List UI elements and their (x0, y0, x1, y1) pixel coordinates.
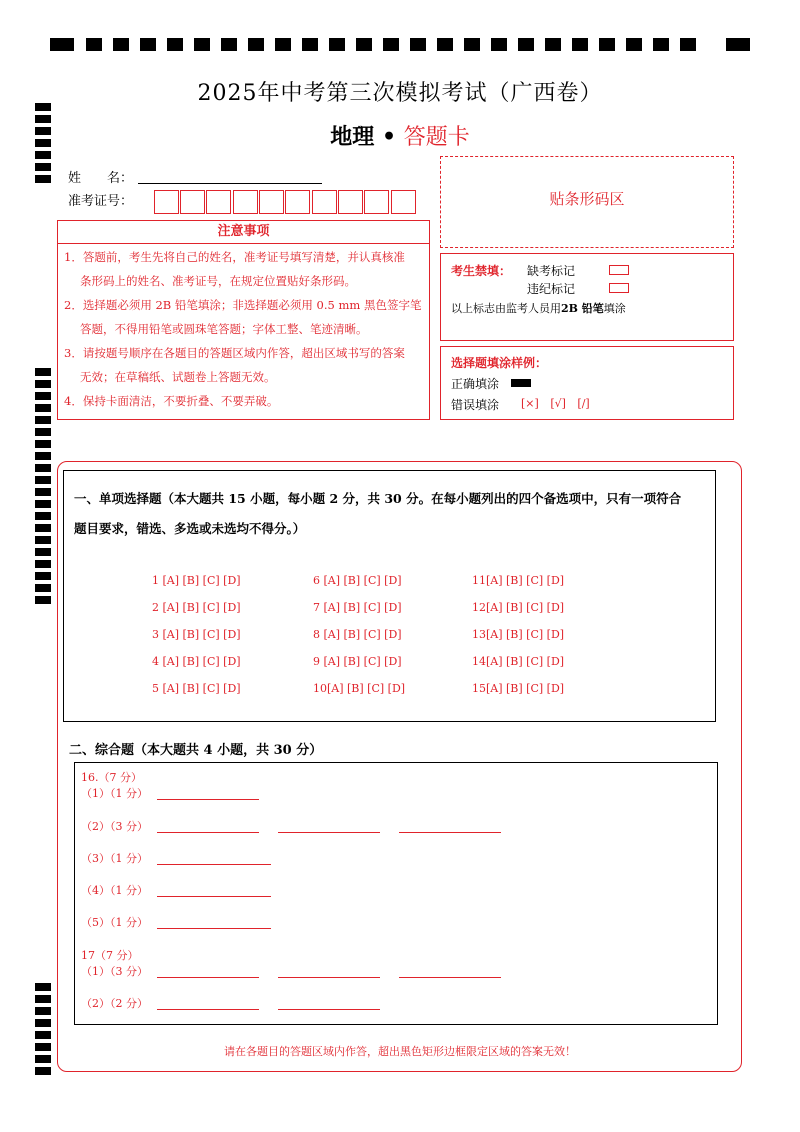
name-label: 姓 名： (68, 171, 134, 186)
section1-box (63, 470, 716, 722)
section1-title-2: 题目要求，错选、多选或未选均不得分。） (74, 521, 306, 536)
mc-q9[interactable]: 9 [A] [B] [C] [D] (313, 655, 402, 668)
subject-label: 地理 (330, 124, 375, 150)
mc-q13[interactable]: 13[A] [B] [C] [D] (472, 628, 565, 641)
forbidden-box (440, 253, 734, 341)
q17-1-answer-b[interactable] (278, 967, 380, 978)
notice-item-4: 4．保持卡面清洁，不要折叠、不要弄破。 (64, 394, 279, 408)
q17-2-answer-b[interactable] (278, 999, 380, 1010)
mc-q5[interactable]: 5 [A] [B] [C] [D] (152, 682, 241, 695)
notice-item-1b: 条形码上的姓名、准考证号，在规定位置贴好条形码。 (80, 274, 356, 288)
sample-label: 选择题填涂样例： (451, 356, 548, 370)
mc-q14[interactable]: 14[A] [B] [C] [D] (472, 655, 565, 668)
exam-title: 2025年中考第三次模拟考试（广西卷） (197, 81, 603, 106)
barcode-label: 贴条形码区 (549, 190, 625, 208)
answer-card-label: 答题卡 (403, 125, 470, 150)
wrong-fill-label: 错误填涂 (451, 398, 500, 412)
q16-2-label: （2）（3 分） (81, 820, 148, 833)
notice-item-2: 2．选择题必须用 2B 铅笔填涂；非选择题必须用 0.5 mm 黑色签字笔 (64, 298, 422, 312)
wrong-mark-slash: [/] (577, 397, 590, 410)
notice-item-1: 1．答题前，考生先将自己的姓名，准考证号填写清楚，并认真核准 (64, 250, 405, 264)
mc-q8[interactable]: 8 [A] [B] [C] [D] (313, 628, 402, 641)
notice-item-3b: 无效；在草稿纸、试题卷上答题无效。 (80, 370, 276, 384)
wrong-mark-cross: [×] (521, 397, 539, 410)
notice-item-2b: 答题，不得用铅笔或圆珠笔答题；字体工整、笔迹清晰。 (80, 322, 368, 336)
mc-q6[interactable]: 6 [A] [B] [C] [D] (313, 574, 402, 587)
notice-heading-box (57, 220, 430, 244)
q16-2-answer-b[interactable] (278, 822, 380, 833)
q17-1-answer-c[interactable] (399, 967, 501, 978)
card-title (0, 120, 800, 151)
title-dot: • (381, 124, 397, 150)
mc-q7[interactable]: 7 [A] [B] [C] [D] (313, 601, 402, 614)
wrong-fill-samples (521, 397, 590, 410)
section2-title: 二、综合题（本大题共 4 小题，共 30 分） (69, 743, 323, 758)
correct-fill-label: 正确填涂 (451, 377, 500, 391)
forbidden-note-post: 填涂 (603, 302, 626, 315)
q16-2-answer-a[interactable] (157, 822, 259, 833)
absent-mark-label: 缺考标记 (527, 264, 576, 278)
absent-mark-box[interactable] (609, 265, 629, 275)
mc-q3[interactable]: 3 [A] [B] [C] [D] (152, 628, 241, 641)
q17-1-label: （1）（3 分） (81, 965, 148, 978)
wrong-mark-check: [√] (550, 397, 566, 410)
q16-1-answer[interactable] (157, 789, 259, 800)
q16-1-label: （1）（1 分） (81, 787, 148, 800)
section1-title-1: 一、单项选择题（本大题共 15 小题，每小题 2 分，共 30 分。在每小题列出的四个备选项中，只有一项符合 (74, 491, 682, 506)
notice-heading: 注意事项 (217, 224, 270, 239)
correct-fill-sample (511, 379, 531, 387)
sample-box (440, 346, 734, 420)
forbidden-label: 考生禁填： (451, 264, 512, 278)
footer-warning: 请在各题目的答题区域内作答，超出黑色矩形边框限定区域的答案无效！ (224, 1045, 576, 1058)
notice-item-3: 3．请按题号顺序在各题目的答题区域内作答，超出区域书写的答案 (64, 346, 405, 360)
q16-2-answer-c[interactable] (399, 822, 501, 833)
barcode-area (440, 156, 734, 248)
name-field[interactable] (138, 169, 322, 184)
notice-box (57, 243, 430, 420)
mc-q4[interactable]: 4 [A] [B] [C] [D] (152, 655, 241, 668)
mc-q1[interactable]: 1 [A] [B] [C] [D] (152, 574, 241, 587)
q16-3-answer[interactable] (157, 854, 271, 865)
q16-5-label: （5）（1 分） (81, 916, 148, 929)
forbidden-note-pre: 以上标志由监考人员用 (451, 302, 561, 315)
violation-mark-label: 违纪标记 (527, 282, 576, 296)
q16-3-label: （3）（1 分） (81, 852, 148, 865)
forbidden-note-bold: 2B 铅笔 (561, 302, 604, 315)
mc-q10[interactable]: 10[A] [B] [C] [D] (313, 682, 406, 695)
q16-4-answer[interactable] (157, 886, 271, 897)
id-label: 准考证号： (68, 194, 134, 209)
q16-4-label: （4）（1 分） (81, 884, 148, 897)
mc-q2[interactable]: 2 [A] [B] [C] [D] (152, 601, 241, 614)
mc-q15[interactable]: 15[A] [B] [C] [D] (472, 682, 565, 695)
section2-box (74, 762, 718, 1025)
q17-2-label: （2）（2 分） (81, 997, 148, 1010)
forbidden-note (451, 300, 626, 316)
q17-head: 17（7 分） (81, 949, 139, 962)
q17-1-answer-a[interactable] (157, 967, 259, 978)
mc-q11[interactable]: 11[A] [B] [C] [D] (472, 574, 565, 587)
q16-5-answer[interactable] (157, 918, 271, 929)
mc-q12[interactable]: 12[A] [B] [C] [D] (472, 601, 565, 614)
q17-2-answer-a[interactable] (157, 999, 259, 1010)
violation-mark-box[interactable] (609, 283, 629, 293)
q16-head: 16.（7 分） (81, 771, 142, 784)
